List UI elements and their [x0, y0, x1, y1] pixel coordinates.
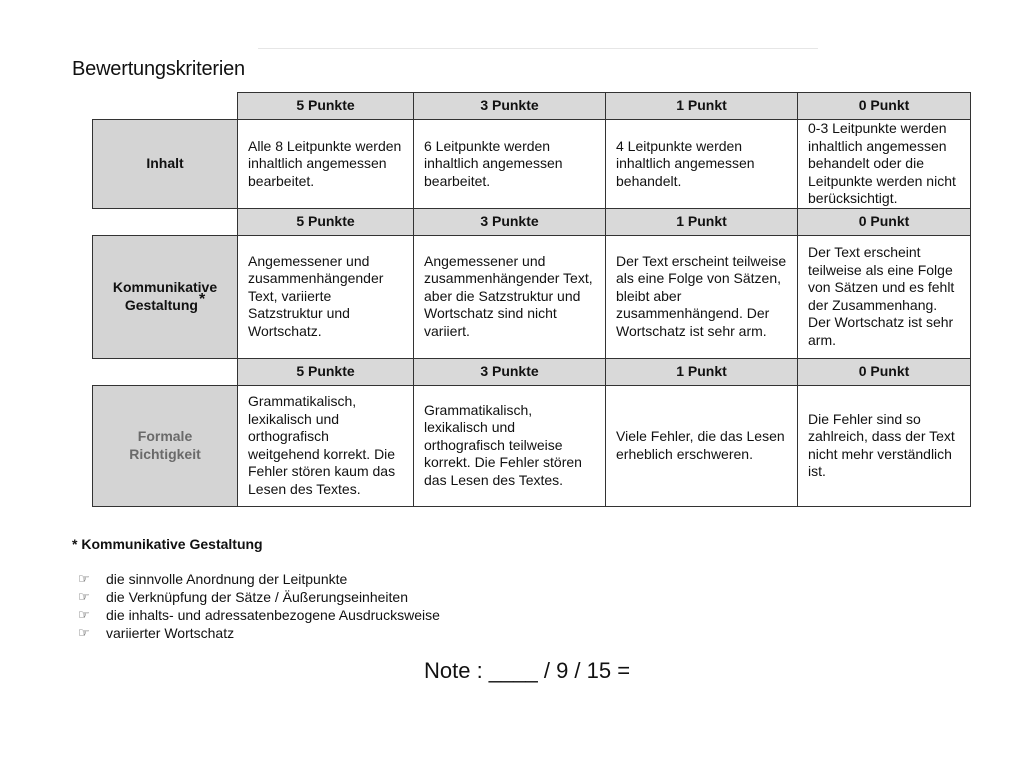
- pointing-hand-icon: ☞: [78, 571, 90, 587]
- points-header: 1 Punkt: [606, 93, 798, 120]
- points-header: 3 Punkte: [414, 208, 606, 235]
- rubric-row-inhalt: [93, 120, 971, 209]
- category-label: Inhalt: [146, 155, 184, 171]
- points-header: 0 Punkt: [798, 93, 971, 120]
- list-item-text: die inhalts- und adressatenbezogene Ausdrucksweise: [106, 607, 440, 623]
- criteria-cell: Der Text erscheint teilweise als eine Folge von Sätzen und es fehlt der Zusammenhang. Der Wortschatz ist sehr arm.: [798, 235, 971, 358]
- criteria-cell: 6 Leitpunkte werden inhaltlich angemessen bearbeitet.: [414, 120, 606, 209]
- list-item: [78, 606, 440, 624]
- criteria-cell: Die Fehler sind so zahlreich, dass der Text nicht mehr verständlich ist.: [798, 385, 971, 506]
- empty-corner: [93, 93, 238, 120]
- list-item-text: variierter Wortschatz: [106, 625, 235, 641]
- empty-corner: [93, 358, 238, 385]
- footnote-star: *: [198, 290, 206, 308]
- points-header: 3 Punkte: [414, 93, 606, 120]
- points-header-row: [93, 208, 971, 235]
- criteria-cell: Angemessener und zusammenhängender Text, variierte Satzstruktur und Wortschatz.: [238, 235, 414, 358]
- category-label-line2: Richtigkeit: [129, 445, 201, 462]
- rubric-row-formale-richtigkeit: [93, 385, 971, 506]
- category-label-line1: Kommunikative: [112, 279, 218, 295]
- pointing-hand-icon: ☞: [78, 589, 90, 605]
- points-header: 5 Punkte: [238, 208, 414, 235]
- points-header: 5 Punkte: [238, 93, 414, 120]
- criteria-cell: 4 Leitpunkte werden inhaltlich angemessen behandelt.: [606, 120, 798, 209]
- list-item-text: die sinnvolle Anordnung der Leitpunkte: [106, 571, 348, 587]
- points-header: 5 Punkte: [238, 358, 414, 385]
- category-inhalt: [93, 120, 238, 209]
- category-formale-richtigkeit: [93, 385, 238, 506]
- empty-corner: [93, 208, 238, 235]
- criteria-cell: Grammatikalisch, lexikalisch und orthografisch weitgehend korrekt. Die Fehler stören kaum das Lesen des Textes.: [238, 385, 414, 506]
- points-header: 3 Punkte: [414, 358, 606, 385]
- list-item: [78, 570, 440, 588]
- rubric-row-kommunikative-gestaltung: [93, 235, 971, 358]
- points-header: 0 Punkt: [798, 208, 971, 235]
- category-label-line2: Gestaltung: [124, 296, 198, 313]
- footnote-list: [78, 570, 440, 642]
- grade-note-line: Note : ____ / 9 / 15 =: [424, 658, 631, 683]
- criteria-cell: Alle 8 Leitpunkte werden inhaltlich angemessen bearbeitet.: [238, 120, 414, 209]
- rubric-table: [92, 92, 971, 507]
- points-header: 0 Punkt: [798, 358, 971, 385]
- top-rule: [258, 48, 818, 49]
- list-item: [78, 588, 440, 606]
- category-label-line1: Formale: [137, 428, 193, 444]
- criteria-cell: Der Text erscheint teilweise als eine Folge von Sätzen, bleibt aber zusammenhängend. Der Wortschatz ist sehr arm.: [606, 235, 798, 358]
- points-header: 1 Punkt: [606, 208, 798, 235]
- list-item: [78, 624, 440, 642]
- points-header: 1 Punkt: [606, 358, 798, 385]
- page-title: Bewertungskriterien: [72, 58, 245, 80]
- criteria-cell: Viele Fehler, die das Lesen erheblich erschweren.: [606, 385, 798, 506]
- pointing-hand-icon: ☞: [78, 625, 90, 641]
- points-header-row: [93, 358, 971, 385]
- footnote-title: * Kommunikative Gestaltung: [72, 536, 263, 552]
- criteria-cell: Grammatikalisch, lexikalisch und orthografisch teilweise korrekt. Die Fehler stören das Lesen des Textes.: [414, 385, 606, 506]
- pointing-hand-icon: ☞: [78, 607, 90, 623]
- criteria-cell: Angemessener und zusammenhängender Text, aber die Satzstruktur und Wortschatz sind nicht variiert.: [414, 235, 606, 358]
- points-header-row: [93, 93, 971, 120]
- list-item-text: die Verknüpfung der Sätze / Äußerungseinheiten: [106, 589, 408, 605]
- category-kommunikative-gestaltung: [93, 235, 238, 358]
- criteria-cell: 0-3 Leitpunkte werden inhaltlich angemessen behandelt oder die Leitpunkte werden nicht berücksichtigt.: [798, 120, 971, 209]
